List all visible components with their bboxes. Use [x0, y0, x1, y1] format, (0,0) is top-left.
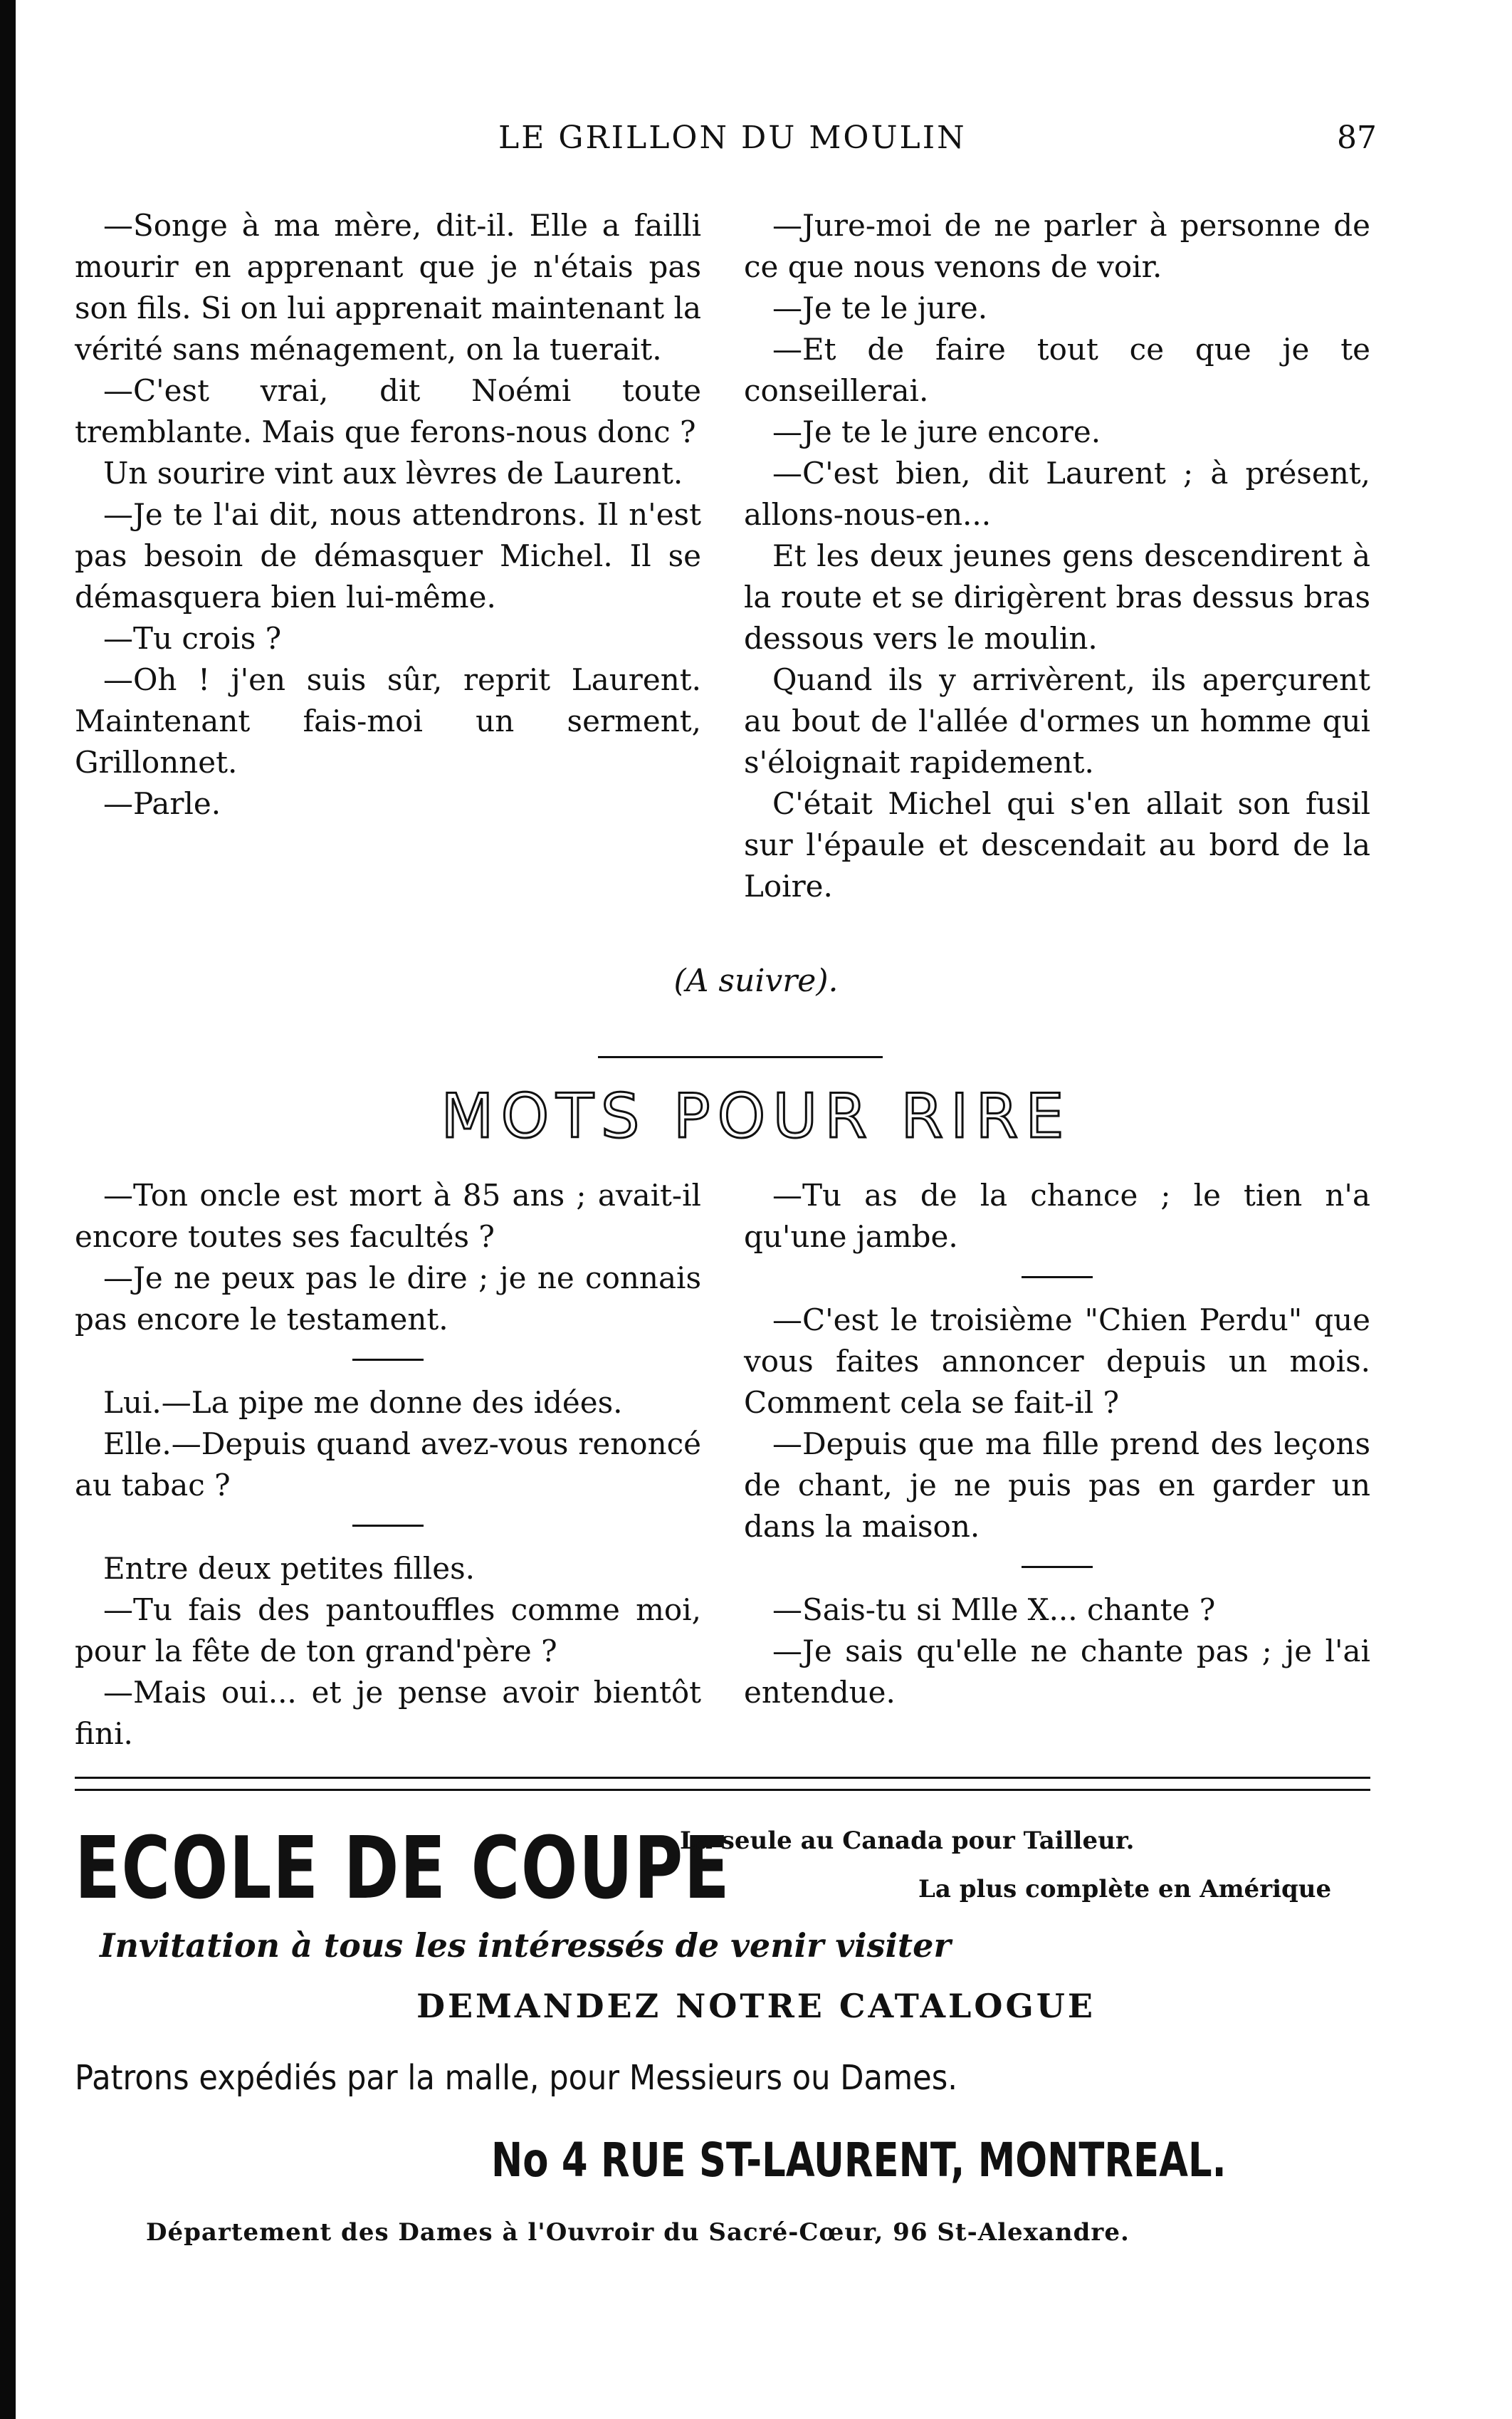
joke-line: —Je sais qu'elle ne chante pas ; je l'ai entendue. [744, 1634, 1370, 1710]
story-paragraph: —Parle. [103, 786, 221, 821]
story-paragraph: —Songe à ma mère, dit-il. Elle a failli mourir en apprenant que je n'étais pas son fils. Si on lui apprenait maintenant la vérité sans ménagement, on la tuerait. [75, 208, 701, 367]
section-divider [598, 1056, 883, 1058]
joke-line: —Tu as de la chance ; le tien n'a qu'une jambe. [744, 1178, 1370, 1254]
joke-line: —Mais oui... et je pense avoir bientôt fini. [75, 1675, 701, 1751]
story-column-left [75, 205, 701, 825]
story-paragraph: —Et de faire tout ce que je te conseillerai. [744, 332, 1370, 408]
joke-line: Elle.—Depuis quand avez-vous renoncé au tabac ? [75, 1426, 701, 1503]
story-paragraph: C'était Michel qui s'en allait son fusil sur l'épaule et descendait au bord de la Loire. [744, 786, 1370, 904]
story-paragraph: —Jure-moi de ne parler à personne de ce que nous venons de voir. [744, 208, 1370, 284]
ad-invitation: Invitation à tous les intéressés de venir visiter [100, 1926, 951, 1965]
joke-line: —C'est le troisième "Chien Perdu" que vous faites annoncer depuis un mois. Comment cela se fait-il ? [744, 1302, 1370, 1420]
joke-line: —Sais-tu si Mlle X... chante ? [772, 1592, 1216, 1627]
joke-block [75, 1175, 701, 1340]
story-paragraph: —Oh ! j'en suis sûr, reprit Laurent. Maintenant fais-moi un serment, Grillonnet. [75, 662, 701, 780]
joke-line: —Ton oncle est mort à 85 ans ; avait-il encore toutes ses facultés ? [75, 1178, 701, 1254]
ad-tagline: La seule au Canada pour Tailleur. [680, 1827, 1135, 1855]
joke-block [744, 1300, 1370, 1547]
page-header [0, 120, 1512, 162]
to-be-continued: (A suivre). [673, 963, 839, 999]
joke-separator [352, 1525, 424, 1527]
story-paragraph: Un sourire vint aux lèvres de Laurent. [103, 456, 683, 491]
ad-title: ECOLE DE COUPE [75, 1819, 731, 1918]
story-paragraph: Et les deux jeunes gens descendirent à la route et se dirigèrent bras dessus bras dessous vers le moulin. [744, 538, 1370, 656]
ad-tagline: La plus complète en Amérique [918, 1875, 1332, 1903]
jokes-column-left [75, 1175, 701, 1755]
story-paragraph: —Tu crois ? [103, 621, 282, 656]
ad-catalogue: DEMANDEZ NOTRE CATALOGUE [416, 1987, 1096, 2025]
advertisement-rule [75, 1777, 1370, 1791]
ad-patterns: Patrons expédiés par la malle, pour Messieurs ou Dames. [75, 2058, 957, 2098]
joke-separator [1022, 1566, 1093, 1568]
story-paragraph: Quand ils y arrivèrent, ils aperçurent au bout de l'allée d'ormes un homme qui s'éloignait rapidement. [744, 662, 1370, 780]
joke-line: Lui.—La pipe me donne des idées. [103, 1385, 623, 1420]
story-paragraph: —Je te le jure encore. [772, 414, 1101, 449]
story-paragraph: —Je te l'ai dit, nous attendrons. Il n'est pas besoin de démasquer Michel. Il se démasquera bien lui-même. [75, 497, 701, 615]
joke-block [744, 1589, 1370, 1713]
joke-block [75, 1382, 701, 1506]
joke-line: Entre deux petites filles. [103, 1551, 476, 1586]
story-column-right [744, 205, 1370, 907]
story-paragraph: —Je te le jure. [772, 291, 988, 325]
running-title: LE GRILLON DU MOULIN [498, 120, 967, 156]
joke-block [744, 1175, 1370, 1258]
joke-line: —Je ne peux pas le dire ; je ne connais pas encore le testament. [75, 1260, 701, 1337]
story-paragraph: —C'est bien, dit Laurent ; à présent, allons-nous-en... [744, 456, 1370, 532]
joke-separator [1022, 1276, 1093, 1278]
jokes-section-title: MOTS POUR RIRE [441, 1081, 1071, 1152]
joke-line: —Tu fais des pantouffles comme moi, pour la fête de ton grand'père ? [75, 1592, 701, 1668]
joke-block [75, 1548, 701, 1755]
jokes-column-right [744, 1175, 1370, 1713]
story-paragraph: —C'est vrai, dit Noémi toute tremblante. Mais que ferons-nous donc ? [75, 373, 701, 449]
page-binding-edge [0, 0, 16, 2419]
page-number: 87 [1337, 120, 1377, 156]
joke-line: —Depuis que ma fille prend des leçons de chant, je ne puis pas en garder un dans la maison. [744, 1426, 1370, 1544]
ad-department: Département des Dames à l'Ouvroir du Sacré-Cœur, 96 St-Alexandre. [146, 2218, 1130, 2247]
joke-separator [352, 1359, 424, 1361]
ad-address: No 4 RUE ST-LAURENT, MONTREAL. [491, 2133, 1227, 2188]
